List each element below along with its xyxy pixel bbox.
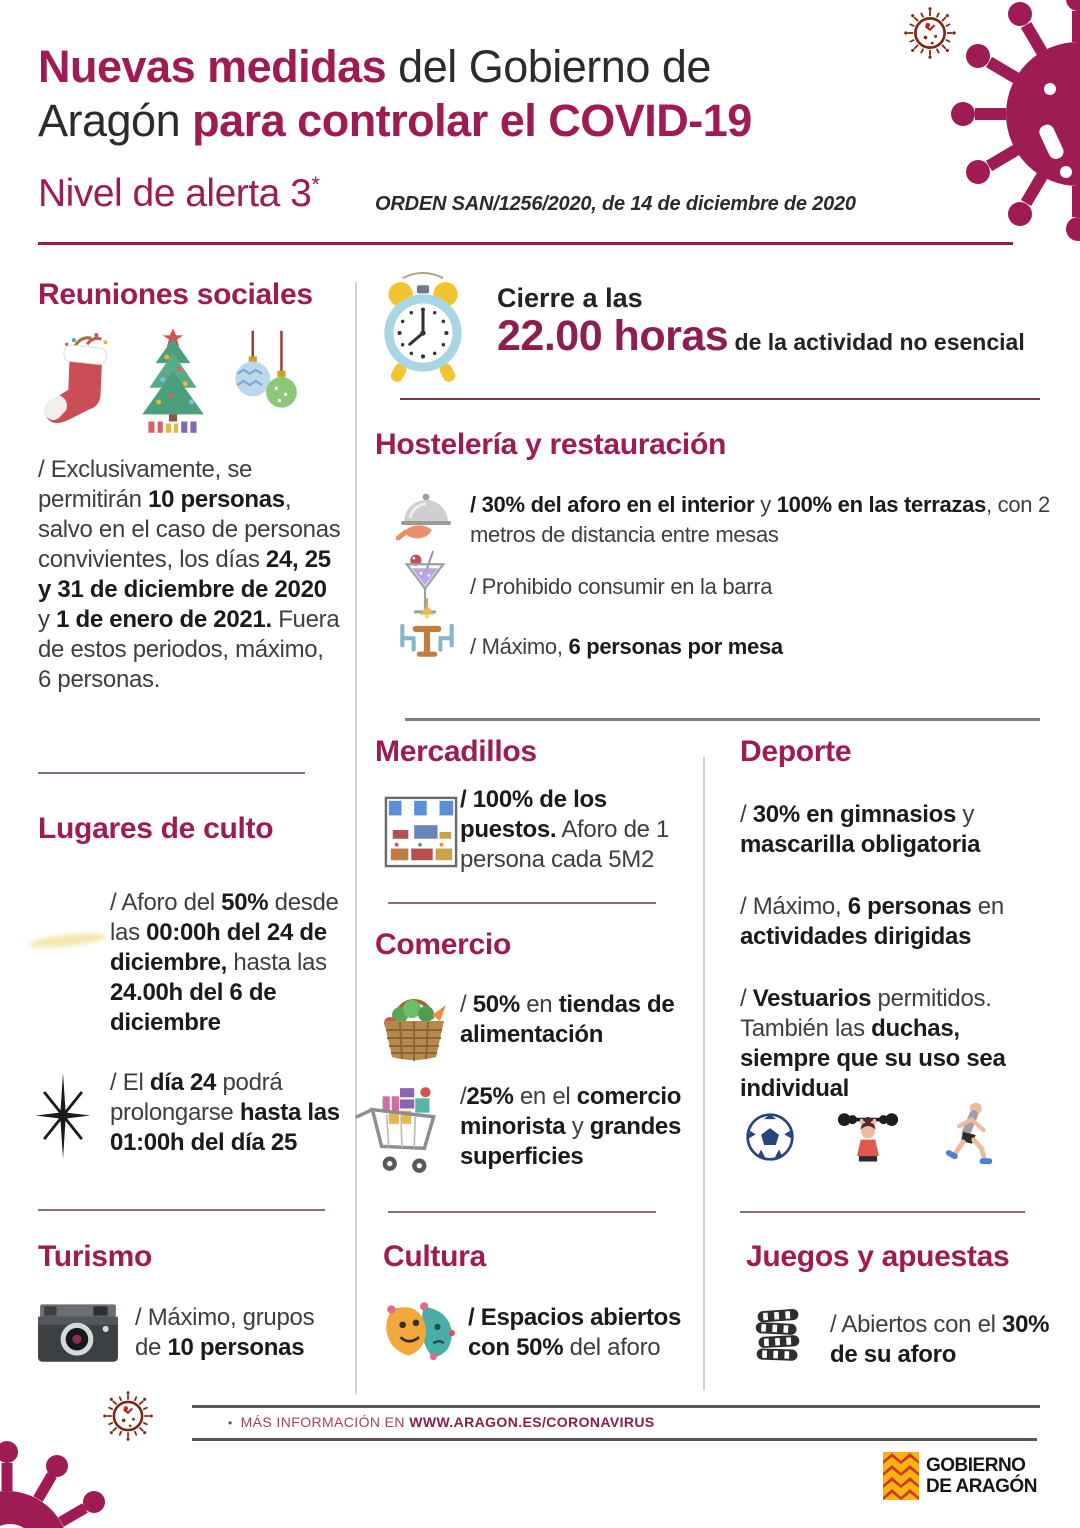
section-title-mercadillos: Mercadillos bbox=[375, 735, 537, 768]
logo-line-1: GOBIERNO bbox=[926, 1455, 1026, 1476]
footer-divider-bottom bbox=[192, 1438, 1037, 1441]
comercio-item-1: / 50% en tiendas de alimentación bbox=[460, 991, 675, 1048]
aragon-flag-icon bbox=[883, 1452, 919, 1500]
turismo-item: / Máximo, grupos de 10 personas bbox=[135, 1304, 315, 1361]
runner-icon bbox=[935, 1100, 997, 1168]
section-title-comercio: Comercio bbox=[375, 928, 511, 961]
closure-intro: Cierre a las bbox=[497, 283, 643, 313]
section-title-culto: Lugares de culto bbox=[38, 812, 274, 845]
section-title-cultura: Cultura bbox=[383, 1240, 486, 1273]
alert-level: Nivel de alerta 3* bbox=[38, 172, 320, 215]
closure-rest: de la actividad no esencial bbox=[728, 329, 1025, 355]
mid-divider-2 bbox=[388, 902, 656, 904]
camera-icon bbox=[36, 1298, 120, 1364]
hosteleria-item-2: / Prohibido consumir en la barra bbox=[470, 574, 773, 599]
small-virus-outline-icon bbox=[903, 6, 957, 60]
juegos-item: / Abiertos con el 30% de su aforo bbox=[830, 1311, 1050, 1368]
food-basket-icon bbox=[374, 985, 454, 1065]
shopping-cart-icon bbox=[352, 1080, 454, 1182]
mid-divider-3 bbox=[388, 1211, 656, 1213]
culto-item-2: / El día 24 podrá prolongarse hasta las 01:00h del día 25 bbox=[110, 1069, 340, 1156]
hosteleria-item-1: / 30% del aforo en el interior y 100% en las terrazas, con 2 metros de distancia entre mesas bbox=[470, 492, 1050, 547]
title-line-2: Aragón para controlar el COVID-19 bbox=[38, 95, 752, 146]
comercio-item-2: /25% en el comercio minorista y grandes superficies bbox=[460, 1083, 682, 1170]
logo-line-2: DE ARAGÓN bbox=[926, 1476, 1037, 1497]
header-divider bbox=[38, 242, 1013, 245]
mid-divider-1 bbox=[405, 718, 1040, 721]
bethlehem-star-icon bbox=[30, 1068, 96, 1164]
left-divider-1 bbox=[38, 772, 305, 774]
section-title-juegos: Juegos y apuestas bbox=[746, 1240, 1010, 1273]
section-title-hosteleria: Hostelería y restauración bbox=[375, 428, 726, 461]
section-title-turismo: Turismo bbox=[38, 1240, 153, 1273]
deporte-item-2: / Máximo, 6 personas en actividades dirigidas bbox=[740, 893, 1004, 950]
order-reference: ORDEN SAN/1256/2020, de 14 de diciembre de 2020 bbox=[375, 193, 856, 215]
column-divider-left bbox=[355, 282, 357, 1394]
christmas-tree-icon bbox=[132, 326, 214, 434]
title-line-1: Nuevas medidas del Gobierno de bbox=[38, 41, 711, 92]
theater-masks-icon bbox=[378, 1298, 458, 1364]
footer-info-prefix: MÁS INFORMACIÓN EN bbox=[240, 1414, 410, 1430]
closure-time: 22.00 horas bbox=[497, 312, 729, 360]
deporte-item-1: / 30% en gimnasios y mascarilla obligatoria bbox=[740, 801, 981, 858]
poker-chips-icon bbox=[752, 1303, 804, 1371]
bullet-icon: • bbox=[228, 1416, 233, 1430]
weightlifter-icon bbox=[835, 1105, 901, 1167]
deporte-item-3: / Vestuarios permitidos. También las duchas, siempre que su uso sea individual bbox=[740, 985, 1006, 1102]
gobierno-aragon-logo bbox=[883, 1452, 1037, 1500]
shooting-star-icon bbox=[28, 931, 107, 950]
culto-item-1: / Aforo del 50% desde las 00:00h del 24 de diciembre, hasta las 24.00h del 6 de diciembre bbox=[110, 889, 339, 1036]
market-stall-icon bbox=[383, 793, 459, 869]
alert-asterisk: * bbox=[311, 172, 320, 197]
section-title-reuniones: Reuniones sociales bbox=[38, 278, 313, 311]
closure-line bbox=[497, 312, 1052, 361]
page-title bbox=[38, 40, 868, 148]
table-chairs-icon bbox=[390, 598, 464, 662]
mercadillos-item: / 100% de los puestos. Aforo de 1 persona cada 5M2 bbox=[460, 786, 670, 873]
baubles-icon bbox=[222, 328, 304, 432]
reuniones-body: / Exclusivamente, se permitirán 10 personas, salvo en el caso de personas convivientes, los días 24, 25 y 31 de diciembre de 2020 y 1 de enero de 2021. Fuera de estos periodos, máximo, 6 personas. bbox=[38, 456, 341, 693]
section-title-deporte: Deporte bbox=[740, 735, 852, 768]
small-virus-outline-icon bbox=[102, 1390, 154, 1442]
footer-info-url[interactable]: WWW.ARAGON.ES/CORONAVIRUS bbox=[409, 1414, 655, 1430]
soccer-ball-icon bbox=[745, 1112, 795, 1162]
banner-divider bbox=[400, 398, 1040, 400]
cultura-item: / Espacios abiertos con 50% del aforo bbox=[468, 1304, 682, 1361]
serving-cloche-icon bbox=[396, 488, 456, 546]
right-divider-1 bbox=[740, 1211, 1025, 1213]
column-divider-right bbox=[703, 757, 705, 1390]
footer-info bbox=[228, 1414, 655, 1430]
alarm-clock-icon bbox=[372, 272, 474, 388]
footer-divider-top bbox=[192, 1405, 1040, 1408]
hosteleria-item-3: / Máximo, 6 personas por mesa bbox=[470, 634, 783, 659]
left-divider-2 bbox=[38, 1209, 325, 1211]
christmas-stocking-icon bbox=[40, 330, 122, 432]
